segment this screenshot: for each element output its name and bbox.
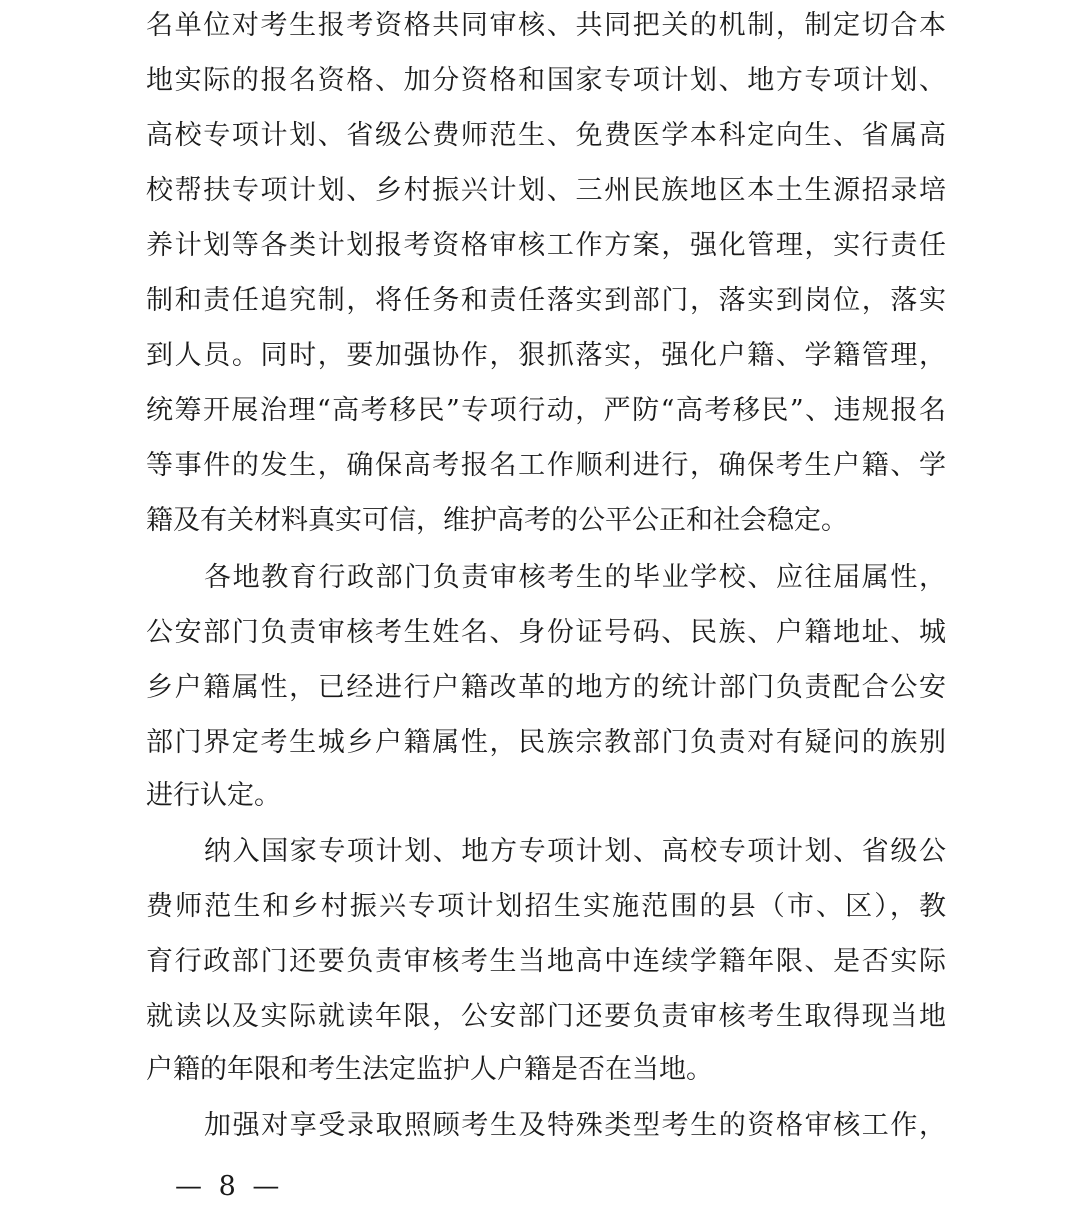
text-line: 名单位对考生报考资格共同审核、共同把关的机制，制定切合本	[146, 10, 946, 41]
text-line: 制和责任追究制，将任务和责任落实到部门，落实到岗位，落实	[146, 285, 946, 316]
text-line: 户籍的年限和考生法定监护人户籍是否在当地。	[146, 1054, 713, 1085]
text-line: 乡户籍属性，已经进行户籍改革的地方的统计部门负责配合公安	[146, 672, 946, 703]
text-line: 养计划等各类计划报考资格审核工作方案，强化管理，实行责任	[146, 230, 946, 261]
text-line: 费师范生和乡村振兴专项计划招生实施范围的县（市、区），教	[146, 891, 946, 922]
text-line: 校帮扶专项计划、乡村振兴计划、三州民族地区本土生源招录培	[146, 175, 946, 206]
text-line: 地实际的报名资格、加分资格和国家专项计划、地方专项计划、	[146, 65, 946, 96]
text-line: 部门界定考生城乡户籍属性，民族宗教部门负责对有疑问的族别	[146, 727, 946, 758]
text-line: 等事件的发生，确保高考报名工作顺利进行，确保考生户籍、学	[146, 450, 946, 481]
text-line: 进行认定。	[146, 780, 281, 811]
paragraph-first-line: 各地教育行政部门负责审核考生的毕业学校、应往届属性，	[204, 562, 946, 593]
paragraph-first-line: 加强对享受录取照顾考生及特殊类型考生的资格审核工作，	[204, 1110, 946, 1141]
text-line: 育行政部门还要负责审核考生当地高中连续学籍年限、是否实际	[146, 946, 946, 977]
page-number: — 8 —	[175, 1171, 284, 1202]
paragraph-first-line: 纳入国家专项计划、地方专项计划、高校专项计划、省级公	[204, 836, 946, 867]
text-line: 公安部门负责审核考生姓名、身份证号码、民族、户籍地址、城	[146, 617, 946, 648]
text-line: 高校专项计划、省级公费师范生、免费医学本科定向生、省属高	[146, 120, 946, 151]
text-line: 就读以及实际就读年限，公安部门还要负责审核考生取得现当地	[146, 1001, 946, 1032]
text-line: 统筹开展治理“高考移民”专项行动，严防“高考移民”、违规报名	[146, 395, 946, 426]
text-line: 到人员。同时，要加强协作，狠抓落实，强化户籍、学籍管理，	[146, 340, 946, 371]
text-line: 籍及有关材料真实可信，维护高考的公平公正和社会稳定。	[146, 505, 848, 536]
